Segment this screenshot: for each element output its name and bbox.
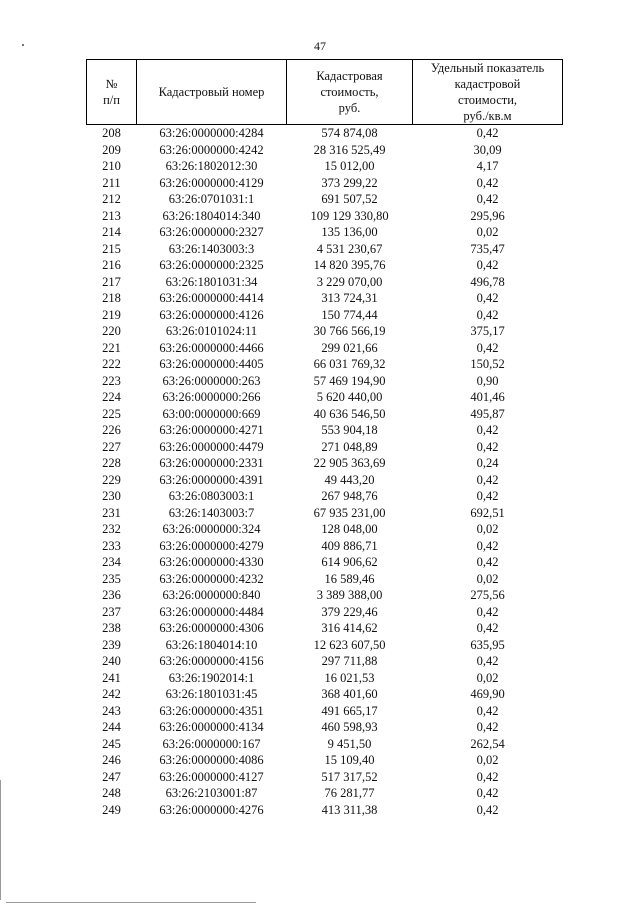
cell-specific-indicator: 0,42 [476,126,499,140]
cell-specific-indicator: 0,02 [476,753,499,767]
cell-num: 212 [102,192,121,206]
cell-cadastral-number: 63:26:1801031:34 [165,274,258,289]
header-specific-indicator: Удельный показатель кадастровой стоимости, руб./кв.м [413,60,563,125]
cell-specific-indicator: 0,42 [476,769,499,784]
cell-cadastral-value: 76 281,77 [324,786,375,800]
cell-specific-indicator: 496,78 [470,274,505,289]
cell-num: 243 [102,703,121,718]
cell-specific-indicator: 692,51 [470,505,505,520]
cell-specific-indicator: 0,42 [476,621,499,635]
cell-cadastral-value: 316 414,62 [321,621,378,635]
cell-num: 247 [102,769,121,784]
cell-cadastral-number: 63:26:0000000:4284 [159,126,264,140]
cell-cadastral-value: 313 724,31 [321,291,378,305]
cell-cadastral-value: 66 031 769,32 [313,357,386,371]
cell-cadastral-value: 271 048,89 [321,439,378,454]
table-row [87,406,563,423]
table-row [87,620,563,637]
table-row [87,290,563,307]
table-row [87,175,563,192]
cell-num: 241 [102,670,121,685]
cell-specific-indicator: 0,42 [476,192,499,206]
cell-cadastral-number: 63:26:0000000:324 [162,522,261,536]
scan-artifact [6,902,256,903]
header-cadastral-value: Кадастровая стоимость, руб. [287,60,413,125]
cadastral-table [86,59,563,818]
cell-specific-indicator: 0,42 [476,555,499,569]
cell-num: 216 [102,258,121,272]
table-row [87,736,563,753]
table-row [87,307,563,324]
table-row [87,274,563,291]
cell-num: 223 [102,373,121,388]
cell-num: 222 [102,357,121,371]
cell-cadastral-number: 63:26:1902014:1 [168,670,255,685]
cell-cadastral-value: 16 589,46 [324,571,375,586]
table-row [87,587,563,604]
cell-cadastral-number: 63:26:0000000:4466 [159,340,264,355]
cell-cadastral-value: 49 443,20 [324,472,375,487]
cell-num: 228 [102,456,121,470]
table-row [87,340,563,357]
table-row [87,323,563,340]
cell-cadastral-number: 63:26:0000000:4134 [159,720,264,734]
cell-specific-indicator: 0,02 [476,571,499,586]
table-row [87,488,563,505]
cell-specific-indicator: 0,42 [476,307,499,322]
header-num: № п/п [87,60,137,125]
cell-num: 239 [102,637,121,652]
table-row [87,455,563,472]
cell-specific-indicator: 735,47 [470,241,505,256]
table-row [87,554,563,571]
cell-num: 237 [102,604,121,619]
cell-num: 244 [102,720,121,734]
cell-num: 209 [102,142,121,157]
cell-specific-indicator: 0,42 [476,538,499,553]
cell-specific-indicator: 0,42 [476,175,499,190]
table-header-row [87,60,563,125]
cell-num: 234 [102,555,121,569]
cell-specific-indicator: 0,42 [476,703,499,718]
cell-specific-indicator: 0,42 [476,291,499,305]
cell-specific-indicator: 0,42 [476,802,499,817]
cell-specific-indicator: 0,42 [476,654,499,668]
cell-num: 242 [102,687,121,701]
cell-cadastral-number: 63:26:1403003:3 [168,241,255,256]
table-body [87,125,563,819]
cell-num: 226 [102,423,121,437]
cell-num: 232 [102,522,121,536]
table-row [87,670,563,687]
cell-cadastral-number: 63:26:0000000:4484 [159,604,264,619]
cell-num: 224 [102,390,121,404]
cell-cadastral-value: 128 048,00 [321,522,378,536]
cell-cadastral-value: 67 935 231,00 [313,505,386,520]
cell-cadastral-value: 16 021,53 [324,670,375,685]
cell-num: 249 [102,802,121,817]
cell-cadastral-number: 63:26:0000000:2325 [159,258,264,272]
table-row [87,373,563,390]
table-row [87,571,563,588]
cell-specific-indicator: 0,42 [476,340,499,355]
cell-specific-indicator: 0,90 [476,373,499,388]
cell-cadastral-number: 63:26:0000000:4351 [159,703,264,718]
cell-specific-indicator: 4,17 [476,159,499,173]
cell-cadastral-number: 63:26:0000000:4479 [159,439,264,454]
table-row [87,637,563,654]
cell-cadastral-value: 491 665,17 [321,703,378,718]
cell-specific-indicator: 469,90 [470,687,505,701]
table-row [87,752,563,769]
cell-cadastral-number: 63:00:0000000:669 [162,406,261,421]
cell-specific-indicator: 0,02 [476,522,499,536]
cell-cadastral-value: 57 469 194,90 [313,373,386,388]
cell-cadastral-number: 63:26:0101024:11 [165,324,258,338]
cell-specific-indicator: 401,46 [470,390,505,404]
cell-num: 245 [102,736,121,751]
cell-cadastral-value: 15 012,00 [324,159,375,173]
cell-specific-indicator: 375,17 [470,324,505,338]
cell-num: 233 [102,538,121,553]
cell-num: 246 [102,753,121,767]
cell-cadastral-number: 63:26:0803003:1 [168,489,255,503]
table-row [87,356,563,373]
cell-num: 220 [102,324,121,338]
table-row [87,191,563,208]
table-row [87,422,563,439]
cell-cadastral-value: 517 317,52 [321,769,378,784]
cell-specific-indicator: 275,56 [470,588,505,602]
cell-cadastral-number: 63:26:0000000:2331 [159,456,264,470]
cell-cadastral-value: 460 598,93 [321,720,378,734]
cell-num: 210 [102,159,121,173]
cell-num: 211 [102,175,121,190]
cell-specific-indicator: 295,96 [470,208,505,223]
cell-specific-indicator: 0,42 [476,472,499,487]
cell-specific-indicator: 495,87 [470,406,505,421]
table-row [87,439,563,456]
cell-cadastral-value: 614 906,62 [321,555,378,569]
cell-cadastral-number: 63:26:0000000:4276 [159,802,264,817]
cell-num: 248 [102,786,121,800]
cell-cadastral-value: 409 886,71 [321,538,378,553]
page-number: 47 [314,39,326,53]
cell-num: 231 [102,505,121,520]
cell-cadastral-number: 63:26:0000000:4330 [159,555,264,569]
table-row [87,158,563,175]
cell-num: 235 [102,571,121,586]
cell-cadastral-number: 63:26:0000000:4306 [159,621,264,635]
cell-cadastral-number: 63:26:1804014:10 [165,637,258,652]
cell-specific-indicator: 0,42 [476,439,499,454]
cell-specific-indicator: 30,09 [473,142,502,157]
cadastral-table-container [86,59,562,818]
table-row [87,224,563,241]
cell-cadastral-number: 63:26:0000000:4414 [159,291,264,305]
cell-specific-indicator: 0,42 [476,604,499,619]
cell-cadastral-value: 3 229 070,00 [316,274,383,289]
cell-cadastral-value: 109 129 330,80 [310,208,389,223]
cell-cadastral-value: 15 109,40 [324,753,375,767]
cell-cadastral-number: 63:26:0000000:4242 [159,142,264,157]
cell-cadastral-value: 12 623 607,50 [313,637,386,652]
cell-cadastral-value: 135 136,00 [321,225,378,239]
cell-cadastral-value: 30 766 566,19 [313,324,386,338]
cell-cadastral-value: 150 774,44 [321,307,378,322]
cell-cadastral-number: 63:26:0000000:4279 [159,538,264,553]
cell-specific-indicator: 150,52 [470,357,505,371]
cell-cadastral-number: 63:26:0000000:4129 [159,175,264,190]
cell-num: 229 [102,472,121,487]
cell-cadastral-number: 63:26:0000000:4086 [159,753,264,767]
cell-cadastral-value: 373 299,22 [321,175,378,190]
cell-cadastral-value: 368 401,60 [321,687,378,701]
cell-cadastral-number: 63:26:0000000:4405 [159,357,264,371]
cell-num: 230 [102,489,121,503]
cell-specific-indicator: 635,95 [470,637,505,652]
cell-num: 217 [102,274,121,289]
cell-cadastral-number: 63:26:1801031:45 [165,687,258,701]
table-row [87,604,563,621]
cell-num: 213 [102,208,121,223]
scan-artifact [0,780,1,900]
cell-specific-indicator: 0,24 [476,456,499,470]
cell-cadastral-value: 574 874,08 [321,126,378,140]
cell-cadastral-number: 63:26:0000000:263 [162,373,261,388]
table-row [87,208,563,225]
cell-cadastral-number: 63:26:0000000:4232 [159,571,264,586]
cell-cadastral-number: 63:26:0000000:4271 [159,423,264,437]
cell-cadastral-number: 63:26:0000000:2327 [159,225,264,239]
cell-cadastral-value: 3 389 388,00 [316,588,383,602]
cell-cadastral-number: 63:26:1802012:30 [165,159,258,173]
table-row [87,703,563,720]
table-row [87,802,563,819]
table-row [87,142,563,159]
cell-cadastral-value: 379 229,46 [321,604,378,619]
cell-num: 208 [102,126,121,140]
table-row [87,472,563,489]
cell-cadastral-value: 553 904,18 [321,423,378,437]
cell-cadastral-number: 63:26:0000000:4126 [159,307,264,322]
table-row [87,505,563,522]
table-row [87,719,563,736]
cell-specific-indicator: 0,42 [476,423,499,437]
table-row [87,653,563,670]
cell-cadastral-value: 9 451,50 [327,736,372,751]
cell-specific-indicator: 0,42 [476,720,499,734]
table-row [87,686,563,703]
cell-num: 218 [102,291,121,305]
table-row [87,257,563,274]
cell-cadastral-value: 14 820 395,76 [313,258,386,272]
cell-cadastral-value: 5 620 440,00 [316,390,383,404]
cell-cadastral-value: 40 636 546,50 [313,406,386,421]
cell-specific-indicator: 0,02 [476,225,499,239]
cell-cadastral-number: 63:26:0000000:4127 [159,769,264,784]
cell-specific-indicator: 0,02 [476,670,499,685]
cell-num: 214 [102,225,121,239]
cell-num: 236 [102,588,121,602]
cell-num: 240 [102,654,121,668]
cell-cadastral-value: 267 948,76 [321,489,378,503]
table-row [87,769,563,786]
cell-cadastral-number: 63:26:0000000:266 [162,390,261,404]
table-row [87,785,563,802]
cell-cadastral-value: 22 905 363,69 [313,456,386,470]
cell-num: 219 [102,307,121,322]
cell-cadastral-number: 63:26:0000000:4391 [159,472,264,487]
cell-specific-indicator: 0,42 [476,489,499,503]
table-row [87,125,563,142]
cell-cadastral-number: 63:26:0701031:1 [168,192,255,206]
cell-specific-indicator: 262,54 [470,736,505,751]
cell-cadastral-value: 413 311,38 [321,802,378,817]
cell-cadastral-value: 299 021,66 [321,340,378,355]
table-row [87,241,563,258]
cell-cadastral-number: 63:26:0000000:4156 [159,654,264,668]
header-cadastral-number: Кадастровый номер [137,60,287,125]
cell-cadastral-number: 63:26:0000000:840 [162,588,261,602]
cell-specific-indicator: 0,42 [476,786,499,800]
cell-cadastral-number: 63:26:1804014:340 [162,208,261,223]
cell-cadastral-number: 63:26:2103001:87 [165,786,258,800]
cell-num: 238 [102,621,121,635]
cell-num: 225 [102,406,121,421]
cell-num: 215 [102,241,121,256]
cell-cadastral-value: 297 711,88 [321,654,378,668]
table-row [87,389,563,406]
cell-cadastral-value: 28 316 525,49 [313,142,386,157]
cell-cadastral-value: 691 507,52 [321,192,378,206]
cell-cadastral-number: 63:26:1403003:7 [168,505,255,520]
cell-cadastral-value: 4 531 230,67 [316,241,383,256]
cell-specific-indicator: 0,42 [476,258,499,272]
cell-num: 221 [102,340,121,355]
cell-num: 227 [102,439,121,454]
cell-cadastral-number: 63:26:0000000:167 [162,736,261,751]
table-row [87,521,563,538]
table-row [87,538,563,555]
